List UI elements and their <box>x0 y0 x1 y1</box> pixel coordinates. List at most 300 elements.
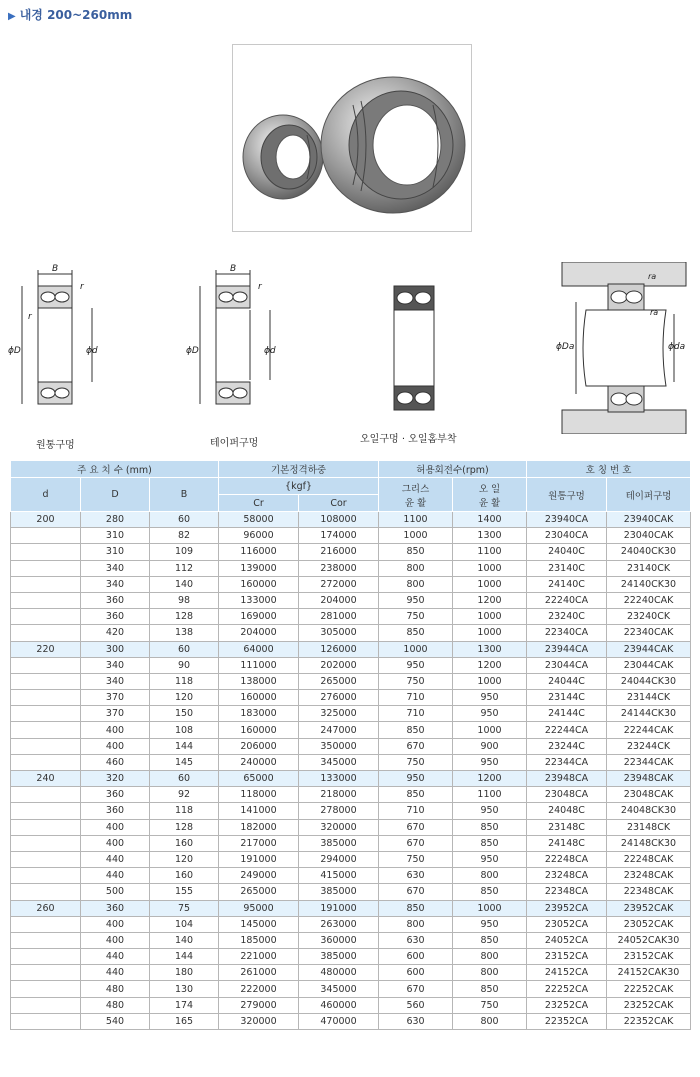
cell-cr: 160000 <box>219 690 299 706</box>
cell-cr: 160000 <box>219 722 299 738</box>
cell-cr: 169000 <box>219 609 299 625</box>
header-d: d <box>11 478 81 512</box>
cell-taper: 23052CAK <box>607 916 691 932</box>
cell-oil: 850 <box>453 981 527 997</box>
cell-B: 138 <box>150 625 219 641</box>
cell-cr: 222000 <box>219 981 299 997</box>
cell-D: 400 <box>81 819 150 835</box>
cell-grease: 600 <box>379 949 453 965</box>
cell-oil: 800 <box>453 949 527 965</box>
cell-B: 144 <box>150 949 219 965</box>
cell-D: 360 <box>81 609 150 625</box>
table-row <box>11 884 691 900</box>
cell-cyl: 23240C <box>527 609 607 625</box>
header-taper: 테이퍼구멍 <box>607 478 691 512</box>
cell-D: 370 <box>81 706 150 722</box>
cell-cor: 460000 <box>299 997 379 1013</box>
cell-cyl: 23248CA <box>527 868 607 884</box>
cell-cyl: 24152CA <box>527 965 607 981</box>
cell-D: 360 <box>81 592 150 608</box>
table-row <box>11 981 691 997</box>
header-designation: 호 칭 번 호 <box>527 461 691 478</box>
cell-cr: 160000 <box>219 576 299 592</box>
cell-grease: 750 <box>379 673 453 689</box>
cell-taper: 23240CK <box>607 609 691 625</box>
cell-d <box>11 949 81 965</box>
cell-cor: 480000 <box>299 965 379 981</box>
header-load-rating: 기본정격하중 <box>219 461 379 478</box>
cell-D: 440 <box>81 965 150 981</box>
cell-oil: 1200 <box>453 771 527 787</box>
cell-grease: 630 <box>379 868 453 884</box>
cell-grease: 800 <box>379 560 453 576</box>
header-grease-line1: 그리스 <box>401 483 430 495</box>
cell-grease: 850 <box>379 544 453 560</box>
cell-cr: 65000 <box>219 771 299 787</box>
cell-D: 400 <box>81 722 150 738</box>
cell-cyl: 23944CA <box>527 641 607 657</box>
cell-taper: 23944CAK <box>607 641 691 657</box>
cell-cyl: 22340CA <box>527 625 607 641</box>
cell-taper: 23048CAK <box>607 787 691 803</box>
dim-label-D: ϕD <box>186 346 199 356</box>
cell-cyl: 22252CA <box>527 981 607 997</box>
cell-grease: 850 <box>379 625 453 641</box>
cell-cr: 116000 <box>219 544 299 560</box>
cell-cyl: 23048CA <box>527 787 607 803</box>
cell-cyl: 22240CA <box>527 592 607 608</box>
cell-taper: 24144CK30 <box>607 706 691 722</box>
cell-grease: 950 <box>379 771 453 787</box>
cell-oil: 1200 <box>453 657 527 673</box>
table-row <box>11 544 691 560</box>
cell-D: 320 <box>81 771 150 787</box>
cell-cyl: 23244C <box>527 738 607 754</box>
header-B: B <box>150 478 219 512</box>
oil-hole-drawing <box>388 280 448 420</box>
table-row <box>11 803 691 819</box>
cell-taper: 23248CAK <box>607 868 691 884</box>
cell-cr: 185000 <box>219 932 299 948</box>
table-row <box>11 512 691 528</box>
cell-cor: 272000 <box>299 576 379 592</box>
cell-oil: 1000 <box>453 576 527 592</box>
cell-taper: 23252CAK <box>607 997 691 1013</box>
cell-grease: 600 <box>379 965 453 981</box>
diagram-tapered-bore <box>186 264 286 424</box>
page-title-text: 내경 200~260mm <box>19 8 133 22</box>
cell-D: 480 <box>81 981 150 997</box>
cell-cyl: 22244CA <box>527 722 607 738</box>
cell-B: 109 <box>150 544 219 560</box>
cell-oil: 1000 <box>453 625 527 641</box>
cell-oil: 1000 <box>453 900 527 916</box>
cell-cor: 204000 <box>299 592 379 608</box>
cell-D: 420 <box>81 625 150 641</box>
cell-taper: 23244CK <box>607 738 691 754</box>
cell-taper: 24140CK30 <box>607 576 691 592</box>
cell-taper: 23948CAK <box>607 771 691 787</box>
cell-cyl: 24040C <box>527 544 607 560</box>
cell-d: 220 <box>11 641 81 657</box>
cell-grease: 1100 <box>379 512 453 528</box>
cell-D: 340 <box>81 657 150 673</box>
cell-d <box>11 657 81 673</box>
cell-oil: 1100 <box>453 544 527 560</box>
cell-grease: 1000 <box>379 528 453 544</box>
cell-cor: 325000 <box>299 706 379 722</box>
cell-taper: 22244CAK <box>607 722 691 738</box>
cell-cyl: 22344CA <box>527 754 607 770</box>
cell-cyl: 22248CA <box>527 851 607 867</box>
table-row <box>11 609 691 625</box>
cell-taper: 22252CAK <box>607 981 691 997</box>
cell-oil: 1000 <box>453 722 527 738</box>
cell-cr: 206000 <box>219 738 299 754</box>
header-speed: 허용회전수(rpm) <box>379 461 527 478</box>
cell-B: 120 <box>150 851 219 867</box>
cell-taper: 24040CK30 <box>607 544 691 560</box>
cell-cyl: 24144C <box>527 706 607 722</box>
cell-d <box>11 965 81 981</box>
cylindrical-bore-drawing <box>8 264 108 424</box>
cell-cr: 240000 <box>219 754 299 770</box>
table-row <box>11 900 691 916</box>
cell-D: 400 <box>81 738 150 754</box>
table-row <box>11 932 691 948</box>
dim-label-r: r <box>258 282 262 292</box>
cell-cor: 265000 <box>299 673 379 689</box>
cell-taper: 22352CAK <box>607 1013 691 1029</box>
cell-grease: 630 <box>379 932 453 948</box>
cell-grease: 670 <box>379 835 453 851</box>
cell-cyl: 24048C <box>527 803 607 819</box>
cell-B: 108 <box>150 722 219 738</box>
table-row <box>11 592 691 608</box>
cell-d <box>11 754 81 770</box>
cell-grease: 710 <box>379 690 453 706</box>
cell-grease: 750 <box>379 609 453 625</box>
cell-oil: 950 <box>453 690 527 706</box>
cell-cr: 145000 <box>219 916 299 932</box>
cell-oil: 950 <box>453 706 527 722</box>
cell-taper: 22340CAK <box>607 625 691 641</box>
cell-B: 155 <box>150 884 219 900</box>
cell-cr: 221000 <box>219 949 299 965</box>
table-row <box>11 851 691 867</box>
cell-B: 160 <box>150 835 219 851</box>
cell-cor: 202000 <box>299 657 379 673</box>
table-row <box>11 625 691 641</box>
cell-oil: 800 <box>453 868 527 884</box>
cell-D: 460 <box>81 754 150 770</box>
cell-d: 260 <box>11 900 81 916</box>
cell-D: 340 <box>81 560 150 576</box>
cell-cor: 108000 <box>299 512 379 528</box>
cell-cor: 238000 <box>299 560 379 576</box>
table-row <box>11 997 691 1013</box>
cell-taper: 23152CAK <box>607 949 691 965</box>
spec-table-body <box>11 512 691 1030</box>
cell-oil: 950 <box>453 803 527 819</box>
cell-d <box>11 544 81 560</box>
cell-grease: 800 <box>379 916 453 932</box>
dim-label-ra-top: ra <box>648 272 657 281</box>
cell-cor: 133000 <box>299 771 379 787</box>
cell-B: 140 <box>150 576 219 592</box>
cell-d <box>11 932 81 948</box>
cell-taper: 24148CK30 <box>607 835 691 851</box>
cell-grease: 670 <box>379 819 453 835</box>
cell-D: 400 <box>81 916 150 932</box>
cell-cyl: 23044CA <box>527 657 607 673</box>
cell-taper: 23148CK <box>607 819 691 835</box>
cell-taper: 23140CK <box>607 560 691 576</box>
cell-grease: 560 <box>379 997 453 1013</box>
cell-cor: 360000 <box>299 932 379 948</box>
cell-grease: 670 <box>379 981 453 997</box>
cell-cor: 470000 <box>299 1013 379 1029</box>
tapered-bore-drawing <box>186 264 286 424</box>
cell-taper: 23940CAK <box>607 512 691 528</box>
cell-D: 360 <box>81 787 150 803</box>
cell-grease: 850 <box>379 900 453 916</box>
cell-cr: 118000 <box>219 787 299 803</box>
cell-d <box>11 690 81 706</box>
cell-oil: 850 <box>453 819 527 835</box>
cell-cr: 96000 <box>219 528 299 544</box>
cell-B: 60 <box>150 641 219 657</box>
cell-B: 145 <box>150 754 219 770</box>
cell-taper: 23144CK <box>607 690 691 706</box>
cell-cor: 305000 <box>299 625 379 641</box>
cell-d <box>11 851 81 867</box>
cell-d <box>11 868 81 884</box>
cell-cr: 261000 <box>219 965 299 981</box>
cell-taper: 24152CAK30 <box>607 965 691 981</box>
cell-D: 540 <box>81 1013 150 1029</box>
cell-cr: 183000 <box>219 706 299 722</box>
header-cr: Cr <box>219 495 299 512</box>
dim-label-r-side: r <box>28 312 32 322</box>
cell-grease: 1000 <box>379 641 453 657</box>
table-row <box>11 965 691 981</box>
cell-cr: 249000 <box>219 868 299 884</box>
diagram-mounting <box>556 262 692 434</box>
table-row <box>11 641 691 657</box>
cell-d <box>11 722 81 738</box>
cell-oil: 1000 <box>453 609 527 625</box>
cell-d <box>11 673 81 689</box>
table-row <box>11 528 691 544</box>
cell-d <box>11 738 81 754</box>
cell-D: 440 <box>81 851 150 867</box>
cell-cor: 191000 <box>299 900 379 916</box>
triangle-bullet-icon: ▶ <box>8 11 16 22</box>
cell-cor: 320000 <box>299 819 379 835</box>
cell-B: 118 <box>150 673 219 689</box>
header-grease <box>379 478 453 512</box>
cell-cyl: 24044C <box>527 673 607 689</box>
cell-taper: 23044CAK <box>607 657 691 673</box>
cell-B: 98 <box>150 592 219 608</box>
cell-cr: 95000 <box>219 900 299 916</box>
cell-cyl: 24148C <box>527 835 607 851</box>
cell-cor: 247000 <box>299 722 379 738</box>
table-row <box>11 949 691 965</box>
header-oil-line1: 오 일 <box>478 483 501 495</box>
cell-B: 130 <box>150 981 219 997</box>
cell-oil: 1000 <box>453 560 527 576</box>
cell-B: 60 <box>150 512 219 528</box>
cell-oil: 800 <box>453 965 527 981</box>
cell-oil: 900 <box>453 738 527 754</box>
table-row <box>11 690 691 706</box>
cell-B: 75 <box>150 900 219 916</box>
cell-D: 400 <box>81 835 150 851</box>
cell-oil: 1400 <box>453 512 527 528</box>
caption-cylindrical: 원통구멍 <box>36 440 75 451</box>
cell-oil: 1000 <box>453 673 527 689</box>
cell-oil: 850 <box>453 884 527 900</box>
cell-B: 165 <box>150 1013 219 1029</box>
cell-oil: 950 <box>453 916 527 932</box>
cell-taper: 24052CAK30 <box>607 932 691 948</box>
table-row <box>11 576 691 592</box>
cell-cor: 345000 <box>299 754 379 770</box>
cell-taper: 23040CAK <box>607 528 691 544</box>
cell-cyl: 23948CA <box>527 771 607 787</box>
table-row <box>11 706 691 722</box>
cell-cor: 218000 <box>299 787 379 803</box>
cell-B: 92 <box>150 787 219 803</box>
cell-d <box>11 981 81 997</box>
cell-d <box>11 592 81 608</box>
table-row <box>11 738 691 754</box>
cell-oil: 950 <box>453 851 527 867</box>
cell-cor: 415000 <box>299 868 379 884</box>
cell-d <box>11 916 81 932</box>
table-row <box>11 754 691 770</box>
cell-cor: 278000 <box>299 803 379 819</box>
dim-label-r-top: r <box>80 282 84 292</box>
cell-cr: 320000 <box>219 1013 299 1029</box>
cell-taper: 23952CAK <box>607 900 691 916</box>
diagram-oil-hole <box>388 280 448 420</box>
cell-taper: 24048CK30 <box>607 803 691 819</box>
dim-label-D: ϕD <box>8 346 21 356</box>
cell-cor: 385000 <box>299 884 379 900</box>
cell-cyl: 23144C <box>527 690 607 706</box>
dim-label-B: B <box>230 264 237 274</box>
cell-cor: 385000 <box>299 835 379 851</box>
cell-d <box>11 560 81 576</box>
cell-cr: 182000 <box>219 819 299 835</box>
cell-oil: 850 <box>453 835 527 851</box>
table-row <box>11 771 691 787</box>
cell-cor: 216000 <box>299 544 379 560</box>
table-row <box>11 835 691 851</box>
cell-cr: 141000 <box>219 803 299 819</box>
cell-B: 120 <box>150 690 219 706</box>
cell-B: 112 <box>150 560 219 576</box>
cell-d <box>11 576 81 592</box>
product-photo <box>232 44 472 232</box>
cell-d <box>11 835 81 851</box>
cell-B: 104 <box>150 916 219 932</box>
cell-grease: 850 <box>379 787 453 803</box>
bearing-photo-illustration <box>233 45 471 231</box>
cell-d <box>11 803 81 819</box>
cell-oil: 950 <box>453 754 527 770</box>
cell-grease: 750 <box>379 754 453 770</box>
cell-taper: 24044CK30 <box>607 673 691 689</box>
cell-cor: 263000 <box>299 916 379 932</box>
cell-cor: 174000 <box>299 528 379 544</box>
cell-grease: 710 <box>379 706 453 722</box>
cell-d <box>11 609 81 625</box>
cell-cor: 281000 <box>299 609 379 625</box>
dim-label-Da: ϕDa <box>556 342 575 352</box>
cell-grease: 630 <box>379 1013 453 1029</box>
cell-B: 90 <box>150 657 219 673</box>
cell-B: 128 <box>150 819 219 835</box>
dim-label-d: ϕd <box>264 346 276 356</box>
cell-oil: 1200 <box>453 592 527 608</box>
table-row <box>11 657 691 673</box>
cell-D: 360 <box>81 803 150 819</box>
cell-cr: 139000 <box>219 560 299 576</box>
cell-oil: 800 <box>453 1013 527 1029</box>
cell-cyl: 24052CA <box>527 932 607 948</box>
cell-oil: 1300 <box>453 528 527 544</box>
cell-d <box>11 706 81 722</box>
dim-label-B: B <box>52 264 59 274</box>
dim-label-da: ϕda <box>668 342 686 352</box>
cell-grease: 710 <box>379 803 453 819</box>
cell-cor: 385000 <box>299 949 379 965</box>
cell-d <box>11 819 81 835</box>
cell-cr: 265000 <box>219 884 299 900</box>
cell-D: 480 <box>81 997 150 1013</box>
table-row <box>11 819 691 835</box>
cell-cor: 350000 <box>299 738 379 754</box>
cell-B: 82 <box>150 528 219 544</box>
table-row <box>11 868 691 884</box>
table-row <box>11 1013 691 1029</box>
cell-cr: 204000 <box>219 625 299 641</box>
cell-taper: 22240CAK <box>607 592 691 608</box>
cell-cor: 276000 <box>299 690 379 706</box>
cell-taper: 22348CAK <box>607 884 691 900</box>
table-row <box>11 916 691 932</box>
header-main-dims: 주 요 치 수 (mm) <box>11 461 219 478</box>
cell-grease: 800 <box>379 576 453 592</box>
cell-cyl: 23252CA <box>527 997 607 1013</box>
cell-grease: 950 <box>379 657 453 673</box>
cell-D: 310 <box>81 544 150 560</box>
cell-cr: 133000 <box>219 592 299 608</box>
cell-d <box>11 528 81 544</box>
cell-cor: 294000 <box>299 851 379 867</box>
bearing-spec-table <box>10 460 691 1030</box>
cell-B: 160 <box>150 868 219 884</box>
cell-B: 128 <box>150 609 219 625</box>
cell-D: 300 <box>81 641 150 657</box>
cell-cr: 58000 <box>219 512 299 528</box>
cell-grease: 850 <box>379 722 453 738</box>
cell-B: 60 <box>150 771 219 787</box>
